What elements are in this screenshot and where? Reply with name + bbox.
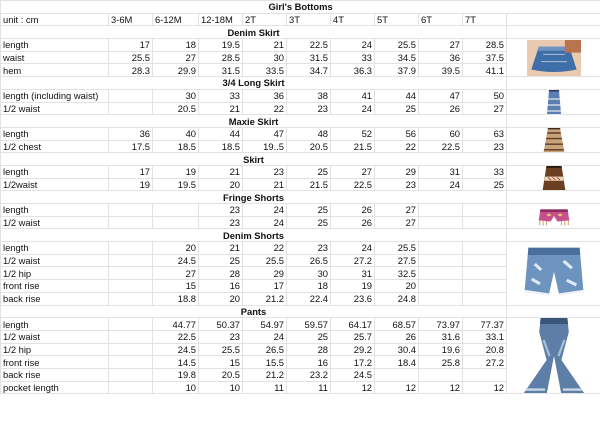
measurement-value: 21 — [243, 178, 287, 191]
measurement-value: 77.37 — [463, 318, 507, 331]
measurement-value: 33 — [331, 51, 375, 64]
measurement-label: 1/2 hip — [1, 343, 109, 356]
skirt-photo-frame — [507, 166, 600, 190]
size-header-cell: 7T — [463, 13, 507, 26]
table-row — [1, 204, 600, 217]
measurement-value: 25 — [287, 165, 331, 178]
measurement-value: 19.6 — [419, 343, 463, 356]
measurement-value: 68.57 — [375, 318, 419, 331]
measurement-value: 56 — [375, 127, 419, 140]
fringe-shorts-photo — [507, 204, 600, 229]
measurement-value: 22.5 — [287, 39, 331, 52]
measurement-value: 22.5 — [331, 178, 375, 191]
measurement-value: 19.8 — [153, 368, 199, 381]
measurement-value: 27 — [375, 204, 419, 217]
measurement-value: 32.5 — [375, 267, 419, 280]
measurement-value — [375, 368, 419, 381]
measurement-value: 23.6 — [331, 292, 375, 305]
measurement-value: 19 — [109, 178, 153, 191]
measurement-value: 40 — [153, 127, 199, 140]
measurement-value: 34.5 — [375, 51, 419, 64]
measurement-value: 27 — [375, 216, 419, 229]
section-title: Denim Skirt — [1, 26, 507, 39]
measurement-value — [109, 280, 153, 293]
measurement-value — [463, 216, 507, 229]
empty-cell — [507, 305, 600, 318]
measurement-value: 26.5 — [287, 254, 331, 267]
measurement-value: 15.5 — [243, 356, 287, 369]
measurement-value: 63 — [463, 127, 507, 140]
size-header-cell: 2T — [243, 13, 287, 26]
measurement-value: 12 — [419, 381, 463, 394]
measurement-value — [109, 318, 153, 331]
measurement-value: 24 — [243, 216, 287, 229]
measurement-value: 41 — [331, 89, 375, 102]
measurement-value: 18.4 — [375, 356, 419, 369]
measurement-value: 25 — [287, 204, 331, 217]
measurement-value: 36 — [419, 51, 463, 64]
maxie-skirt-photo — [507, 127, 600, 152]
size-header-cell: 6T — [419, 13, 463, 26]
measurement-value: 33.5 — [243, 64, 287, 77]
size-header-cell: 12-18M — [199, 13, 243, 26]
measurement-value — [109, 368, 153, 381]
empty-cell — [507, 229, 600, 242]
measurement-value: 31.5 — [199, 64, 243, 77]
long-skirt-photo-frame — [507, 90, 600, 114]
measurement-label: length — [1, 204, 109, 217]
measurement-value: 48 — [287, 127, 331, 140]
measurement-value — [463, 204, 507, 217]
measurement-value: 30 — [153, 89, 199, 102]
measurement-value: 31 — [419, 165, 463, 178]
measurement-value: 12 — [375, 381, 419, 394]
measurement-label: length (including waist) — [1, 89, 109, 102]
measurement-label: 1/2 chest — [1, 140, 109, 153]
measurement-value: 25.7 — [331, 330, 375, 343]
measurement-value: 44 — [199, 127, 243, 140]
measurement-value: 16 — [287, 356, 331, 369]
measurement-value: 21.5 — [331, 140, 375, 153]
measurement-value: 24 — [243, 204, 287, 217]
empty-cell — [507, 26, 600, 39]
table-row — [1, 127, 600, 140]
section-title: Fringe Shorts — [1, 191, 507, 204]
measurement-value: 21 — [199, 102, 243, 115]
measurement-value — [419, 368, 463, 381]
measurement-label: back rise — [1, 368, 109, 381]
measurement-value: 19..5 — [243, 140, 287, 153]
denim-skirt-photo — [507, 39, 600, 77]
measurement-value: 31.5 — [287, 51, 331, 64]
measurement-value: 26 — [375, 330, 419, 343]
measurement-label: waist — [1, 51, 109, 64]
denim-skirt-photo-frame — [507, 39, 600, 76]
chart-title: Girl's Bottoms — [1, 1, 600, 14]
section-title-row — [1, 153, 600, 166]
measurement-value: 50.37 — [199, 318, 243, 331]
measurement-value: 25 — [375, 102, 419, 115]
measurement-value: 10 — [199, 381, 243, 394]
measurement-value: 23 — [243, 165, 287, 178]
measurement-value: 25 — [287, 216, 331, 229]
measurement-value: 52 — [331, 127, 375, 140]
measurement-value: 34.7 — [287, 64, 331, 77]
measurement-value: 24.5 — [153, 343, 199, 356]
measurement-value — [109, 356, 153, 369]
measurement-value: 20.5 — [287, 140, 331, 153]
measurement-value: 20 — [199, 292, 243, 305]
section-title-row — [1, 26, 600, 39]
measurement-value: 28 — [287, 343, 331, 356]
measurement-value: 28 — [199, 267, 243, 280]
measurement-value: 20.5 — [199, 368, 243, 381]
measurement-value — [463, 267, 507, 280]
measurement-value: 27.5 — [375, 254, 419, 267]
flare-jeans-photo-frame — [507, 318, 600, 393]
measurement-value: 27 — [153, 267, 199, 280]
measurement-value: 64.17 — [331, 318, 375, 331]
measurement-value: 39.5 — [419, 64, 463, 77]
measurement-value: 25.5 — [375, 39, 419, 52]
measurement-label: pocket length — [1, 381, 109, 394]
measurement-value: 10 — [153, 381, 199, 394]
measurement-value: 26 — [331, 216, 375, 229]
measurement-value: 27 — [153, 51, 199, 64]
measurement-value: 23 — [375, 178, 419, 191]
measurement-value — [109, 89, 153, 102]
measurement-value: 23 — [199, 216, 243, 229]
unit-label: unit : cm — [1, 13, 109, 26]
measurement-value: 17.5 — [109, 140, 153, 153]
measurement-value: 23 — [287, 242, 331, 255]
measurement-value: 31 — [331, 267, 375, 280]
measurement-value — [109, 343, 153, 356]
measurement-value — [109, 292, 153, 305]
measurement-value — [153, 216, 199, 229]
measurement-value: 23 — [199, 204, 243, 217]
size-header-cell: 5T — [375, 13, 419, 26]
measurement-value: 18.8 — [153, 292, 199, 305]
measurement-value: 28.3 — [109, 64, 153, 77]
measurement-value — [419, 204, 463, 217]
measurement-value — [463, 280, 507, 293]
measurement-value: 22 — [375, 140, 419, 153]
measurement-value — [419, 292, 463, 305]
measurement-value: 47 — [419, 89, 463, 102]
measurement-value: 25.8 — [419, 356, 463, 369]
measurement-value: 20 — [153, 242, 199, 255]
measurement-value: 54.97 — [243, 318, 287, 331]
measurement-label: 1/2 waist — [1, 216, 109, 229]
measurement-value: 33 — [199, 89, 243, 102]
measurement-value: 24 — [331, 39, 375, 52]
measurement-value: 25.5 — [109, 51, 153, 64]
size-header-cell: 4T — [331, 13, 375, 26]
measurement-value: 18 — [153, 39, 199, 52]
measurement-label: length — [1, 127, 109, 140]
measurement-value: 37.5 — [463, 51, 507, 64]
measurement-label: 1/2 waist — [1, 254, 109, 267]
table-row — [1, 89, 600, 102]
measurement-label: 1/2 waist — [1, 102, 109, 115]
measurement-label: 1/2waist — [1, 178, 109, 191]
measurement-value: 24.5 — [153, 254, 199, 267]
size-header-cell: 3T — [287, 13, 331, 26]
measurement-label: hem — [1, 64, 109, 77]
measurement-value: 17.2 — [331, 356, 375, 369]
measurement-value — [463, 242, 507, 255]
measurement-value: 17 — [109, 165, 153, 178]
measurement-value: 25.5 — [243, 254, 287, 267]
measurement-value: 36 — [243, 89, 287, 102]
section-title: Denim Shorts — [1, 229, 507, 242]
measurement-value — [419, 216, 463, 229]
size-header-row — [1, 13, 600, 26]
table-row — [1, 318, 600, 331]
measurement-value: 23.2 — [287, 368, 331, 381]
measurement-value: 25 — [287, 330, 331, 343]
measurement-value: 59.57 — [287, 318, 331, 331]
measurement-value: 36.3 — [331, 64, 375, 77]
section-title-row — [1, 115, 600, 128]
measurement-value: 17 — [109, 39, 153, 52]
measurement-value: 23 — [463, 140, 507, 153]
long-skirt-photo — [507, 89, 600, 114]
table-row — [1, 165, 600, 178]
section-title: Maxie Skirt — [1, 115, 507, 128]
measurement-value: 33.1 — [463, 330, 507, 343]
measurement-label: front rise — [1, 280, 109, 293]
measurement-value: 44.77 — [153, 318, 199, 331]
measurement-value: 21 — [199, 165, 243, 178]
measurement-value — [109, 102, 153, 115]
measurement-value — [109, 204, 153, 217]
measurement-value: 19.5 — [153, 178, 199, 191]
measurement-value: 24 — [331, 242, 375, 255]
section-title: Pants — [1, 305, 507, 318]
measurement-label: 1/2 hip — [1, 267, 109, 280]
measurement-value — [463, 254, 507, 267]
section-title-row — [1, 305, 600, 318]
measurement-value: 60 — [419, 127, 463, 140]
measurement-value: 24.5 — [331, 368, 375, 381]
empty-cell — [507, 115, 600, 128]
measurement-value — [419, 267, 463, 280]
size-header-cell: 6-12M — [153, 13, 199, 26]
measurement-value: 26 — [331, 204, 375, 217]
measurement-value: 36 — [109, 127, 153, 140]
measurement-value: 20.8 — [463, 343, 507, 356]
measurement-value: 24 — [243, 330, 287, 343]
measurement-label: length — [1, 242, 109, 255]
measurement-value: 73.97 — [419, 318, 463, 331]
measurement-value: 26 — [419, 102, 463, 115]
measurement-value — [109, 267, 153, 280]
table-row — [1, 242, 600, 255]
measurement-value: 21 — [243, 39, 287, 52]
measurement-value: 21 — [199, 242, 243, 255]
measurement-value — [109, 254, 153, 267]
title-row — [1, 1, 600, 14]
measurement-value — [463, 292, 507, 305]
measurement-value: 24 — [331, 102, 375, 115]
section-title-row — [1, 229, 600, 242]
measurement-value: 30 — [243, 51, 287, 64]
measurement-value: 22 — [243, 102, 287, 115]
measurement-value: 11 — [287, 381, 331, 394]
size-header-cell: 3-6M — [109, 13, 153, 26]
measurement-value: 20 — [375, 280, 419, 293]
maxie-skirt-photo-frame — [507, 128, 600, 152]
measurement-label: 1/2 waist — [1, 330, 109, 343]
measurement-value: 38 — [287, 89, 331, 102]
skirt-photo — [507, 165, 600, 190]
empty-cell — [507, 13, 600, 26]
measurement-value: 25.5 — [375, 242, 419, 255]
measurement-value — [463, 368, 507, 381]
measurement-value: 11 — [243, 381, 287, 394]
measurement-value — [109, 381, 153, 394]
measurement-value: 27 — [331, 165, 375, 178]
measurement-value — [419, 242, 463, 255]
measurement-label: length — [1, 165, 109, 178]
measurement-value: 19 — [153, 165, 199, 178]
measurement-value: 29 — [375, 165, 419, 178]
measurement-value: 15 — [199, 356, 243, 369]
measurement-value: 22 — [243, 242, 287, 255]
measurement-value: 23 — [199, 330, 243, 343]
measurement-value: 29 — [243, 267, 287, 280]
measurement-value: 19 — [331, 280, 375, 293]
measurement-value: 31.6 — [419, 330, 463, 343]
measurement-value: 41.1 — [463, 64, 507, 77]
measurement-value: 25 — [463, 178, 507, 191]
measurement-value: 18.5 — [153, 140, 199, 153]
measurement-value: 26.5 — [243, 343, 287, 356]
measurement-value: 27.2 — [463, 356, 507, 369]
measurement-value: 17 — [243, 280, 287, 293]
measurement-value: 29.2 — [331, 343, 375, 356]
table-row — [1, 39, 600, 52]
fringe-shorts-photo-frame — [507, 204, 600, 228]
measurement-label: front rise — [1, 356, 109, 369]
denim-shorts-photo — [507, 242, 600, 305]
measurement-label: length — [1, 39, 109, 52]
measurement-value: 23 — [287, 102, 331, 115]
measurement-value — [109, 242, 153, 255]
denim-shorts-photo-frame — [507, 242, 600, 304]
measurement-value: 25.5 — [199, 343, 243, 356]
measurement-value — [153, 204, 199, 217]
measurement-value — [109, 330, 153, 343]
measurement-value: 37.9 — [375, 64, 419, 77]
measurement-value: 21.2 — [243, 368, 287, 381]
measurement-value — [109, 216, 153, 229]
measurement-value: 28.5 — [463, 39, 507, 52]
measurement-value: 14.5 — [153, 356, 199, 369]
measurement-value: 22.5 — [419, 140, 463, 153]
empty-cell — [507, 77, 600, 90]
section-title: Skirt — [1, 153, 507, 166]
measurement-value: 20 — [199, 178, 243, 191]
measurement-value: 12 — [331, 381, 375, 394]
measurement-value: 20.5 — [153, 102, 199, 115]
measurement-value: 27.2 — [331, 254, 375, 267]
measurement-label: length — [1, 318, 109, 331]
section-title: 3/4 Long Skirt — [1, 77, 507, 90]
measurement-value: 47 — [243, 127, 287, 140]
measurement-value: 21.5 — [287, 178, 331, 191]
measurement-value: 24.8 — [375, 292, 419, 305]
measurement-value: 22.5 — [153, 330, 199, 343]
measurement-value: 25 — [199, 254, 243, 267]
measurement-value: 18.5 — [199, 140, 243, 153]
section-title-row — [1, 191, 600, 204]
measurement-label: back rise — [1, 292, 109, 305]
measurement-value: 44 — [375, 89, 419, 102]
measurement-value: 27 — [419, 39, 463, 52]
measurement-value: 22.4 — [287, 292, 331, 305]
empty-cell — [507, 153, 600, 166]
measurement-value: 30 — [287, 267, 331, 280]
measurement-value: 33 — [463, 165, 507, 178]
measurement-value — [419, 254, 463, 267]
measurement-value: 19.5 — [199, 39, 243, 52]
empty-cell — [507, 191, 600, 204]
measurement-value: 18 — [287, 280, 331, 293]
flare-jeans-photo — [507, 318, 600, 394]
measurement-value: 27 — [463, 102, 507, 115]
measurement-value: 16 — [199, 280, 243, 293]
measurement-value: 50 — [463, 89, 507, 102]
measurement-value: 29.9 — [153, 64, 199, 77]
measurement-value: 28.5 — [199, 51, 243, 64]
measurement-value: 12 — [463, 381, 507, 394]
measurement-value: 15 — [153, 280, 199, 293]
measurement-value: 21.2 — [243, 292, 287, 305]
measurement-value: 24 — [419, 178, 463, 191]
measurement-value: 30.4 — [375, 343, 419, 356]
measurement-value — [419, 280, 463, 293]
section-title-row — [1, 77, 600, 90]
